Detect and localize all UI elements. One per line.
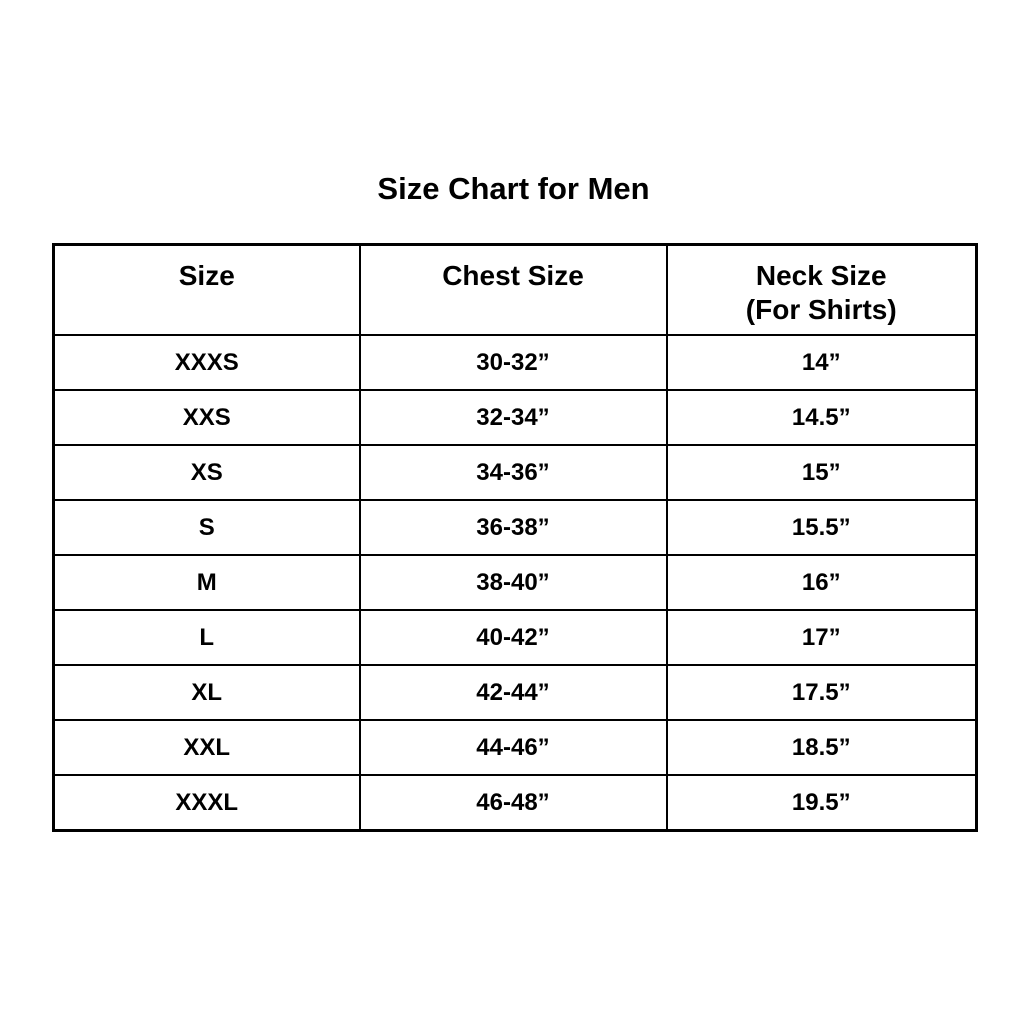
table-row: [54, 720, 977, 775]
cell-size: XXXS: [54, 335, 360, 390]
cell-size: XL: [54, 665, 360, 720]
table-row: [54, 500, 977, 555]
table-header-row: [54, 245, 977, 335]
cell-neck: 14.5”: [667, 390, 977, 445]
cell-size: L: [54, 610, 360, 665]
cell-chest: 34-36”: [360, 445, 667, 500]
cell-size: XXL: [54, 720, 360, 775]
cell-size: S: [54, 500, 360, 555]
cell-chest: 44-46”: [360, 720, 667, 775]
size-chart-table: [52, 243, 978, 832]
cell-neck: 15.5”: [667, 500, 977, 555]
cell-chest: 32-34”: [360, 390, 667, 445]
table-row: [54, 555, 977, 610]
cell-neck: 17”: [667, 610, 977, 665]
cell-neck: 14”: [667, 335, 977, 390]
column-header-size: [54, 245, 360, 335]
table-row: [54, 610, 977, 665]
column-header-chest-label: Chest Size: [442, 260, 584, 291]
cell-chest: 40-42”: [360, 610, 667, 665]
cell-neck: 19.5”: [667, 775, 977, 831]
cell-size: XS: [54, 445, 360, 500]
cell-size: M: [54, 555, 360, 610]
column-header-neck-line2: (For Shirts): [745, 294, 897, 325]
cell-chest: 30-32”: [360, 335, 667, 390]
column-header-neck-line1: Neck Size: [755, 260, 887, 291]
table-row: [54, 445, 977, 500]
cell-neck: 18.5”: [667, 720, 977, 775]
cell-neck: 16”: [667, 555, 977, 610]
column-header-size-label: Size: [178, 260, 235, 291]
cell-chest: 36-38”: [360, 500, 667, 555]
cell-neck: 17.5”: [667, 665, 977, 720]
cell-chest: 46-48”: [360, 775, 667, 831]
cell-size: XXXL: [54, 775, 360, 831]
column-header-neck-size: [667, 245, 977, 335]
cell-chest: 42-44”: [360, 665, 667, 720]
table-row: [54, 775, 977, 831]
cell-size: XXS: [54, 390, 360, 445]
cell-neck: 15”: [667, 445, 977, 500]
table-row: [54, 665, 977, 720]
column-header-chest-size: [360, 245, 667, 335]
cell-chest: 38-40”: [360, 555, 667, 610]
table-row: [54, 335, 977, 390]
page-title: Size Chart for Men: [377, 171, 650, 206]
table-row: [54, 390, 977, 445]
